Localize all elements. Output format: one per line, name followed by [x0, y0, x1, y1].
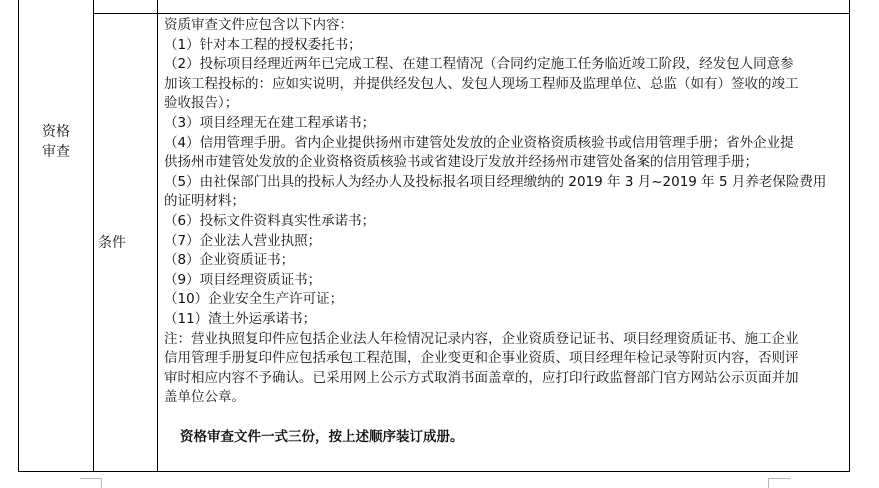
condition-label: [98, 233, 126, 253]
closing-statement: 资格审查文件一式三份，按上述顺序装订成册。: [180, 428, 464, 445]
content-line: （1）针对本工程的授权委托书；: [164, 36, 362, 53]
content-line: （9）项目经理资质证书；: [164, 271, 322, 288]
table-bottom-border: [18, 471, 850, 472]
page-crop-mark-right-vertical: [768, 478, 769, 488]
requirements-content: [164, 16, 846, 447]
content-line: 信用管理手册复印件应包括承包工程范围，企业变更和企事业资质、项目经理年检记录等附页内容，否则评: [164, 350, 799, 367]
table-left-border: [18, 0, 19, 472]
content-line: 资质审查文件应包含以下内容：: [164, 17, 353, 33]
content-line: 供扬州市建管处发放的企业资格资质核验书或省建设厅发放并经扬州市建管处备案的信用管理手册；: [164, 154, 758, 171]
content-line: （2）投标项目经理近两年已完成工程、在建工程情况（合同约定施工任务临近竣工阶段，经发包人同意参: [164, 56, 794, 73]
content-line: （3）项目经理无在建工程承诺书；: [164, 114, 376, 131]
content-line: 的证明材料；: [164, 193, 245, 210]
blank-line: [164, 408, 846, 428]
column-divider-1: [93, 0, 94, 472]
content-line: （7）企业法人营业执照；: [164, 232, 322, 249]
condition-label-text: 条件: [98, 235, 126, 251]
table-right-border: [849, 0, 850, 472]
section-label-text: 资格审查: [42, 124, 70, 160]
content-line: 审时相应内容不予确认。已采用网上公示方式取消书面盖章的，应打印行政监督部门官方网站公示页面并加: [164, 369, 799, 386]
content-line: 盖单位公章。: [164, 389, 245, 406]
content-line: 验收报告）；: [164, 95, 239, 112]
column-divider-2: [157, 0, 158, 472]
content-line: 加该工程投标的：应如实说明，并提供经发包人、发包人现场工程师及监理单位、总监（如有）签收的竣工: [164, 75, 799, 92]
content-line: 注：营业执照复印件应包括企业法人年检情况记录内容，企业资质登记证书、项目经理资质证书、施工企业: [164, 330, 799, 347]
page-crop-mark-left-vertical: [101, 478, 102, 488]
content-line: （5）由社保部门出具的投标人为经办人及投标报名项目经理缴纳的 2019 年 3 月~2019 年 5 月养老保险费用: [164, 173, 827, 190]
page-crop-mark-left: [80, 478, 102, 479]
content-line: （4）信用管理手册。省内企业提供扬州市建管处发放的企业资格资质核验书或信用管理手册；省外企业提: [164, 134, 794, 151]
content-line: （10）企业安全生产许可证；: [164, 291, 344, 308]
row-top-border: [93, 13, 850, 14]
content-line: （11）渣土外运承诺书；: [164, 310, 317, 327]
section-label-qualification-review: [38, 122, 74, 162]
page-crop-mark-right: [768, 478, 790, 479]
content-line: （8）企业资质证书；: [164, 252, 295, 269]
content-line: （6）投标文件资料真实性承诺书；: [164, 212, 376, 229]
